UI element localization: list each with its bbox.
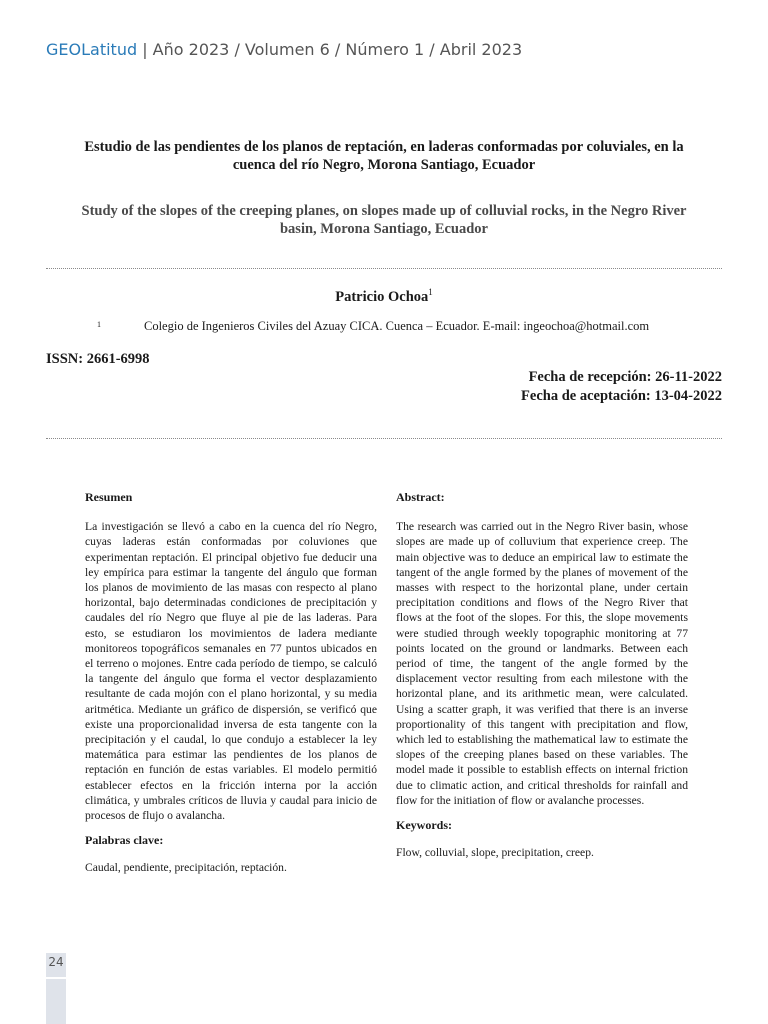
reception-date: Fecha de recepción: 26-11-2022: [528, 369, 722, 385]
author-affiliation-marker: 1: [428, 287, 433, 297]
keywords-heading: Keywords:: [396, 818, 452, 833]
palabras-clave-heading: Palabras clave:: [85, 833, 164, 848]
abstract-heading: Abstract:: [396, 490, 445, 504]
abstract-column: [396, 490, 688, 860]
page-number: 24: [48, 955, 64, 969]
journal-issue-info: | Año 2023 / Volumen 6 / Número 1 / Abril 2023: [137, 40, 523, 59]
palabras-clave-text: Caudal, pendiente, precipitación, reptación.: [85, 861, 287, 875]
resumen-text: La investigación se llevó a cabo en la cuenca del río Negro, cuyas laderas están conformadas por coluviones que experimentan reptación. El principal objetivo fue deducir una ley empírica para estimar la tangente del ángulo que forman los planos de movimiento de las masas con respecto al plano horizontal, bajo determinadas condiciones de precipitación y caudales del río Negro que fluye al pie de las laderas. Para esto, se estudiaron los movimientos de ladera mediante monitoreos topográficos semanales en 77 puntos ubicados en el terreno o mojones. Entre cada período de tiempo, se calculó la tangente del ángulo que forma el vector desplazamiento resultante de cada mojón con el plano horizontal, y su media aritmética. Mediante un gráfico de dispersión, se verificó que existe una proporcionalidad inversa de esta tangente con la precipitación y el caudal, lo que condujo a establecer la ley matemática para estimar las pendientes de los planos de reptación en función de estas variables. El modelo permitió establecer efectos en la fricción interna por la acción climática, y umbrales críticos de lluvia y caudal para inicio de procesos de flujo o avalancha.: [85, 520, 377, 823]
page-bar-separator: [46, 977, 66, 979]
abstract-text: The research was carried out in the Negro River basin, whose slopes are made up of colluvium that experience creep. The main objective was to deduce an empirical law to estimate the tangent of the angle formed by the planes of movement of the masses with respect to the horizontal plane, under certain precipitation conditions and flows of the Negro River that flows at the foot of the slopes. For this, the slope movements were studied through weekly topographic monitoring at 77 points located on the ground or landmarks. Between each period of time, the tangent of the angle formed by the displacement vector resulting from each milestone with the horizontal plane, and its arithmetic mean, were calculated. Using a scatter graph, it was verified that there is an inverse proportionality of this tangent with precipitation and flow, which led to establishing the mathematical law to estimate the slopes of the creeping planes based on these variables. The model made it possible to establish effects on internal friction due to climatic action, and critical thresholds for rainfall and flow for the initiation of flow or avalanche processes.: [396, 520, 688, 807]
journal-brand: GEOLatitud: [46, 40, 138, 59]
title-spanish: Estudio de las pendientes de los planos de reptación, en laderas conformadas por coluviales, en la cuenca del río Negro, Morona Santiago, Ecuador: [84, 139, 684, 173]
title-english: Study of the slopes of the creeping planes, on slopes made up of colluvial rocks, in the Negro River basin, Morona Santiago, Ecuador: [81, 203, 687, 237]
author-name: Patricio Ochoa: [335, 289, 429, 305]
dotted-divider: [46, 268, 722, 269]
dotted-divider: [46, 438, 722, 439]
journal-header: [46, 40, 522, 59]
author-line: [0, 289, 768, 306]
affiliation-text: Colegio de Ingenieros Civiles del Azuay CICA. Cuenca – Ecuador. E-mail: ingeochoa@hotmail.com: [144, 319, 650, 333]
resumen-heading: Resumen: [85, 490, 133, 504]
keywords-text: Flow, colluvial, slope, precipitation, creep.: [396, 846, 594, 860]
acceptance-date: Fecha de aceptación: 13-04-2022: [521, 388, 722, 404]
dates-block: [521, 368, 722, 406]
resumen-column: [85, 490, 377, 876]
affiliation-number: 1: [97, 320, 101, 329]
issn: ISSN: 2661-6998: [46, 351, 150, 367]
